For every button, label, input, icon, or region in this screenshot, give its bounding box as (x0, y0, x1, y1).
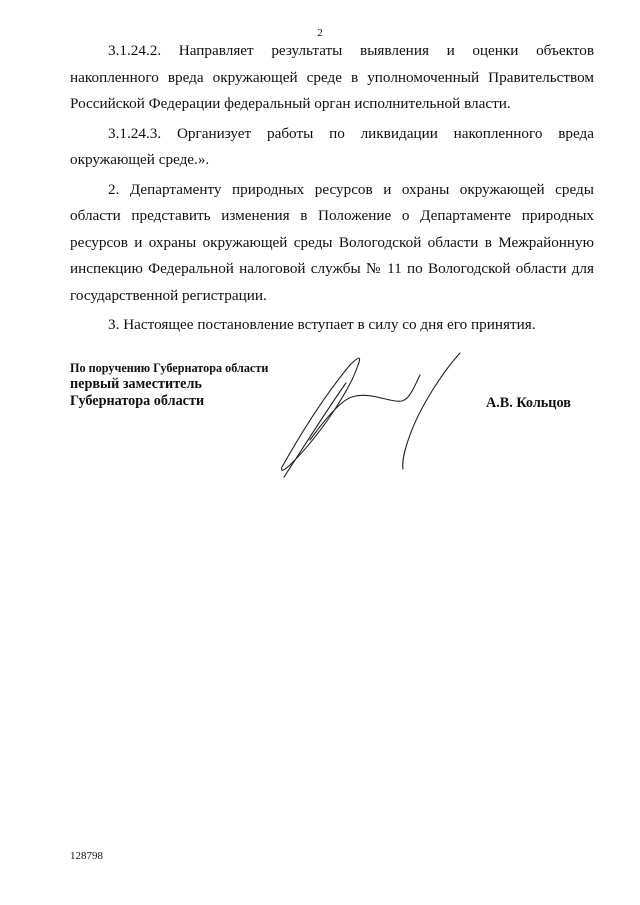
page-number: 2 (317, 27, 323, 39)
signatory-authority: По поручению Губернатора области (70, 361, 269, 375)
signatory-name: А.В. Кольцов (486, 395, 571, 411)
signatory-position: первый заместитель (70, 376, 202, 392)
paragraph-3: 3. Настоящее постановление вступает в силу со дня его принятия. (108, 316, 536, 333)
document-code: 128798 (70, 850, 103, 862)
paragraph-3-1-24-2: 3.1.24.2. Направляет результаты выявления и оценки объектов накопленного вреда окружающей среде в уполномоченный Правительством Российской Федерации федеральный орган исполнительной власти. (70, 42, 594, 112)
signatory-position-org: Губернатора области (70, 393, 205, 409)
document-body (70, 38, 594, 342)
paragraph-2: 2. Департаменту природных ресурсов и охраны окружающей среды области представить изменения в Положение о Департаменте природных ресурсов и охраны окружающей среды Вологодской области в Межрайонную инспекцию Федеральной налоговой службы № 11 по Вологодской области для государственной регистрации. (70, 180, 594, 304)
paragraph-3-1-24-3: 3.1.24.3. Организует работы по ликвидации накопленного вреда окружающей среде.». (70, 124, 594, 168)
handwritten-signature (270, 345, 470, 485)
